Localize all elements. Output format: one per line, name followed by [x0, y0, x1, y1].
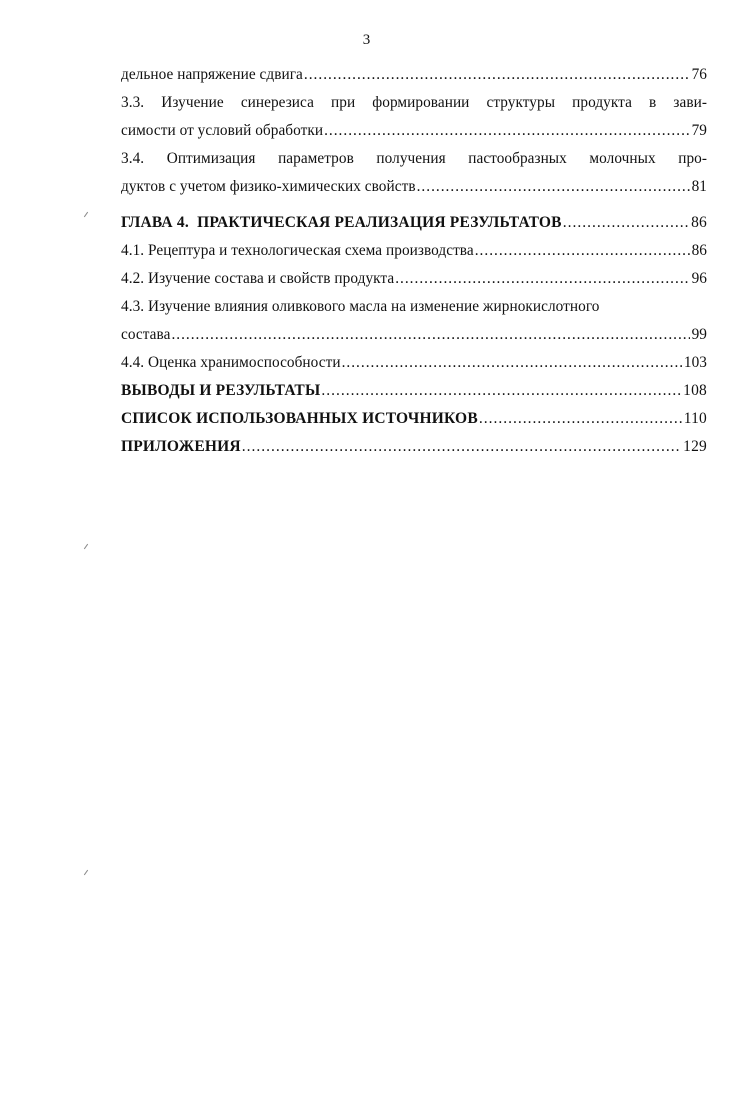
toc-chapter-heading [121, 410, 707, 438]
dot-leader [563, 214, 689, 232]
toc-entry-page: 108 [683, 382, 707, 399]
toc-chapter-heading [121, 438, 707, 466]
toc-entry-page: 99 [691, 326, 707, 343]
toc-entry-page: 86 [691, 242, 707, 259]
dot-leader [479, 410, 682, 428]
toc-entry-text: СПИСОК ИСПОЛЬЗОВАННЫХ ИСТОЧНИКОВ [121, 410, 478, 427]
toc-entry-page: 81 [691, 178, 707, 195]
toc-entry-text: 4.4. Оценка хранимоспособности [121, 354, 341, 371]
toc-entry [121, 66, 707, 94]
toc-entry-text: симости от условий обработки [121, 122, 324, 139]
toc-entry-text: 4.3. Изучение влияния оливкового масла на изменение жирнокислотного [121, 298, 600, 315]
dot-leader [475, 242, 690, 260]
dot-leader [242, 438, 681, 456]
toc-entry-text: дельное напряжение сдвига [121, 66, 303, 83]
toc-entry-text: 3.4. Оптимизация параметров получения пастообразных молочных про- [121, 150, 707, 167]
toc-entry [121, 150, 707, 178]
dot-leader [321, 382, 681, 400]
toc-entry-page: 86 [691, 214, 707, 231]
toc-entry-page: 103 [683, 354, 707, 371]
toc-entry-page: 76 [691, 66, 707, 83]
toc-entry-text: ПРИЛОЖЕНИЯ [121, 438, 241, 455]
dot-leader [171, 326, 689, 344]
toc-entry-text: 4.1. Рецептура и технологическая схема производства [121, 242, 474, 259]
scan-margin-mark [84, 544, 88, 549]
toc-entry [121, 242, 707, 270]
toc-entry [121, 94, 707, 122]
toc-entry-text: дуктов с учетом физико-химических свойств [121, 178, 416, 195]
toc-entry [121, 326, 707, 354]
scan-margin-mark [84, 212, 88, 217]
toc-entry [121, 122, 707, 150]
dot-leader [395, 270, 689, 288]
table-of-contents [121, 66, 707, 466]
toc-entry-page: 79 [691, 122, 707, 139]
toc-chapter-heading [121, 214, 707, 242]
scan-margin-mark [84, 870, 88, 875]
toc-entry-text: 4.2. Изучение состава и свойств продукта [121, 270, 395, 287]
toc-entry-text: 3.3. Изучение синерезиса при формировании структуры продукта в зави- [121, 94, 707, 111]
toc-entry-text: состава [121, 326, 171, 343]
toc-entry-page: 96 [691, 270, 707, 287]
toc-entry-text: ГЛАВА 4. ПРАКТИЧЕСКАЯ РЕАЛИЗАЦИЯ РЕЗУЛЬТАТОВ [121, 214, 562, 231]
dot-leader [417, 178, 690, 196]
toc-chapter-heading [121, 382, 707, 410]
page-number: 3 [362, 32, 371, 48]
toc-entry-text: ВЫВОДЫ И РЕЗУЛЬТАТЫ [121, 382, 321, 399]
dot-leader [304, 66, 690, 84]
dot-leader [324, 122, 690, 140]
dot-leader [342, 354, 682, 372]
toc-entry [121, 178, 707, 206]
toc-entry-page: 129 [683, 438, 707, 455]
toc-entry [121, 270, 707, 298]
toc-entry [121, 298, 707, 326]
toc-entry [121, 354, 707, 382]
toc-entry-page: 110 [683, 410, 707, 427]
